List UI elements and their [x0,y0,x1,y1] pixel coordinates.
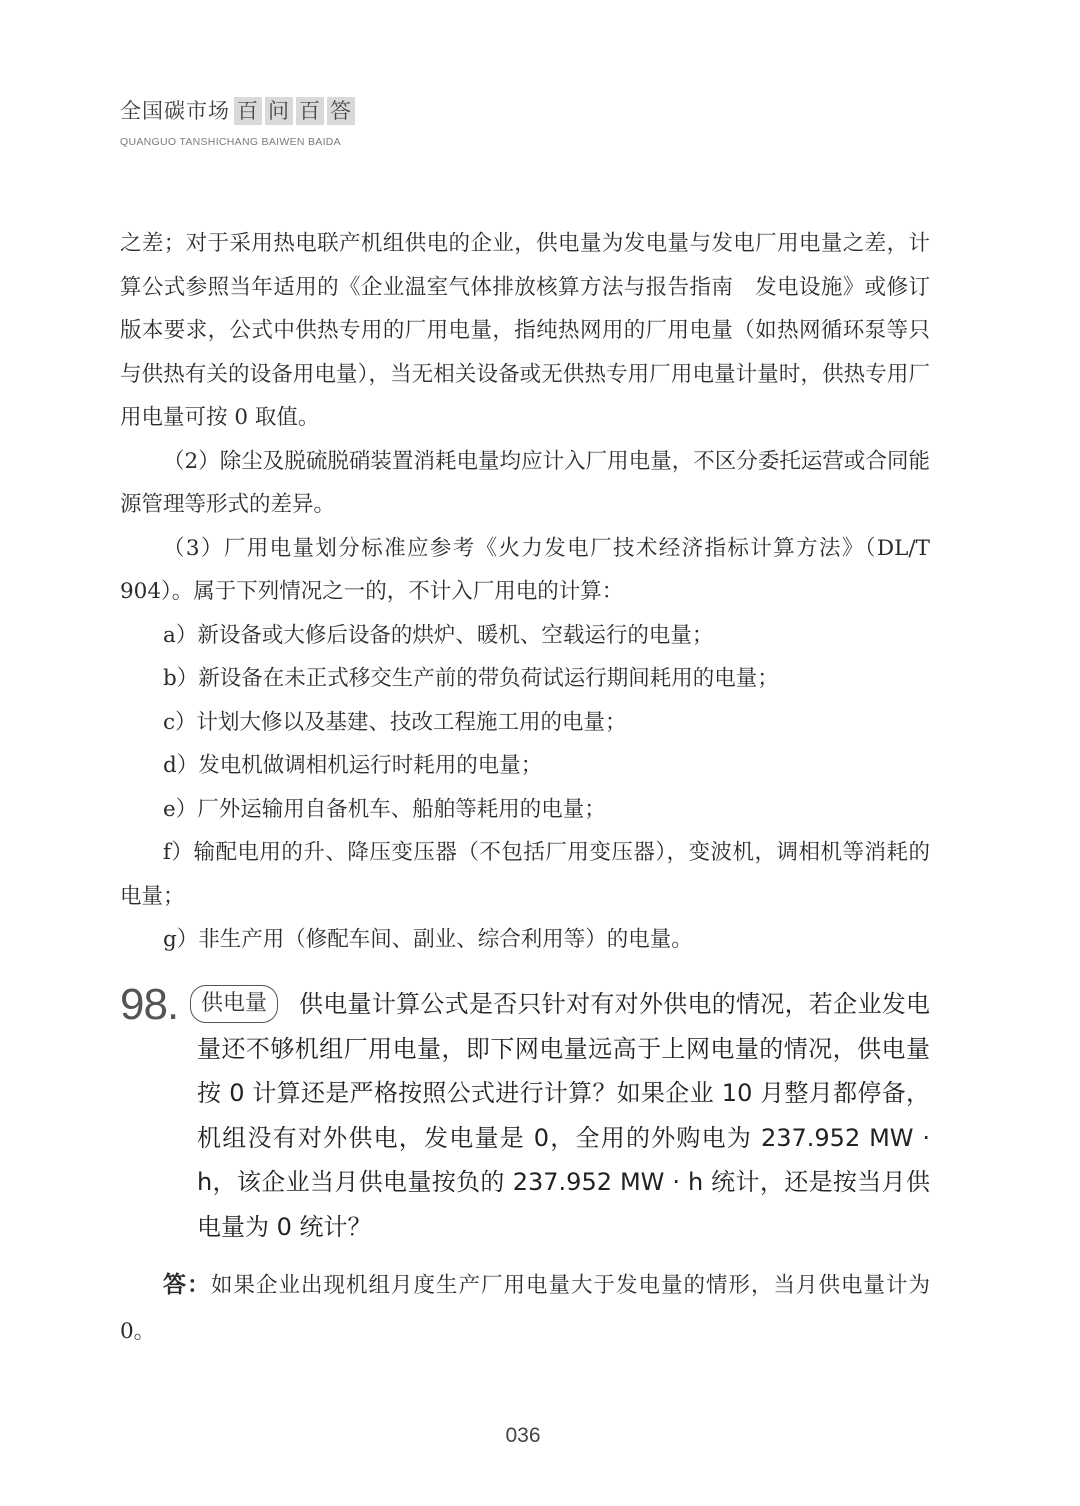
book-title [120,96,540,126]
boxed-char: 答 [327,97,355,125]
list-item: d）发电机做调相机运行时耗用的电量； [163,753,543,778]
paragraph: 之差；对于采用热电联产机组供电的企业，供电量为发电量与发电厂用电量之差，计算公式参照当年适用的《企业温室气体排放核算方法与报告指南 发电设施》或修订版本要求，公式中供热专用的厂用电量，指纯热网用的厂用电量（如热网循环泵等只与供热有关的设备用电量），当无相关设备或无供热专用厂用电量计量时，供热专用厂用电量可按 0 取值。 [120,231,930,430]
answer-paragraph [120,1262,930,1355]
boxed-char: 百 [296,97,324,125]
question-topic-tag: 供电量 [190,985,278,1023]
list-item: f）输配电用的升、降压变压器（不包括厂用变压器），变波机，调相机等消耗的电量； [120,840,930,909]
paragraph: （2）除尘及脱硫脱硝装置消耗电量均应计入厂用电量，不区分委托运营或合同能源管理等形式的差异。 [120,448,930,517]
list-item: a）新设备或大修后设备的烘炉、暖机、空载运行的电量； [163,622,714,648]
boxed-char: 百 [234,97,262,125]
question-number: 98. [120,980,179,1029]
body-text [120,222,930,962]
question-text: 供电量计算公式是否只针对有对外供电的情况，若企业发电量还不够机组厂用电量，即下网电量远高于上网电量的情况，供电量按 0 计算还是严格按照公式进行计算？如果企业 10 月整月都停备，机组没有对外供电，发电量是 0，全用的外购电为 237.952 MW · h，该企业当月供电量按负的 237.952 MW · h 统计，还是按当月供电量为 0 统计？ [197,990,930,1241]
list-item: b）新设备在未正式移交生产前的带负荷试运行期间耗用的电量； [163,666,779,691]
running-header [120,96,540,148]
book-subtitle-pinyin: QUANGUO TANSHICHANG BAIWEN BAIDA [120,136,341,148]
list-item: c）计划大修以及基建、技改工程施工用的电量； [163,709,627,735]
boxed-char: 问 [265,97,293,125]
list-item: e）厂外运输用自备机车、船舶等耗用的电量； [163,796,606,822]
book-title-main: 全国碳市场 [120,99,230,123]
book-title-boxed [234,97,358,125]
list-item: g）非生产用（修配车间、副业、综合利用等）的电量。 [163,927,693,952]
page-number: 036 [505,1424,541,1447]
paragraph: （3）厂用电量划分标准应参考《火力发电厂技术经济指标计算方法》（DL/T 904）。属于下列情况之一的，不计入厂用电的计算： [120,535,930,604]
answer-text: 如果企业出现机组月度生产厂用电量大于发电量的情形，当月供电量计为 0。 [120,1273,930,1344]
answer-label: 答： [163,1272,211,1298]
